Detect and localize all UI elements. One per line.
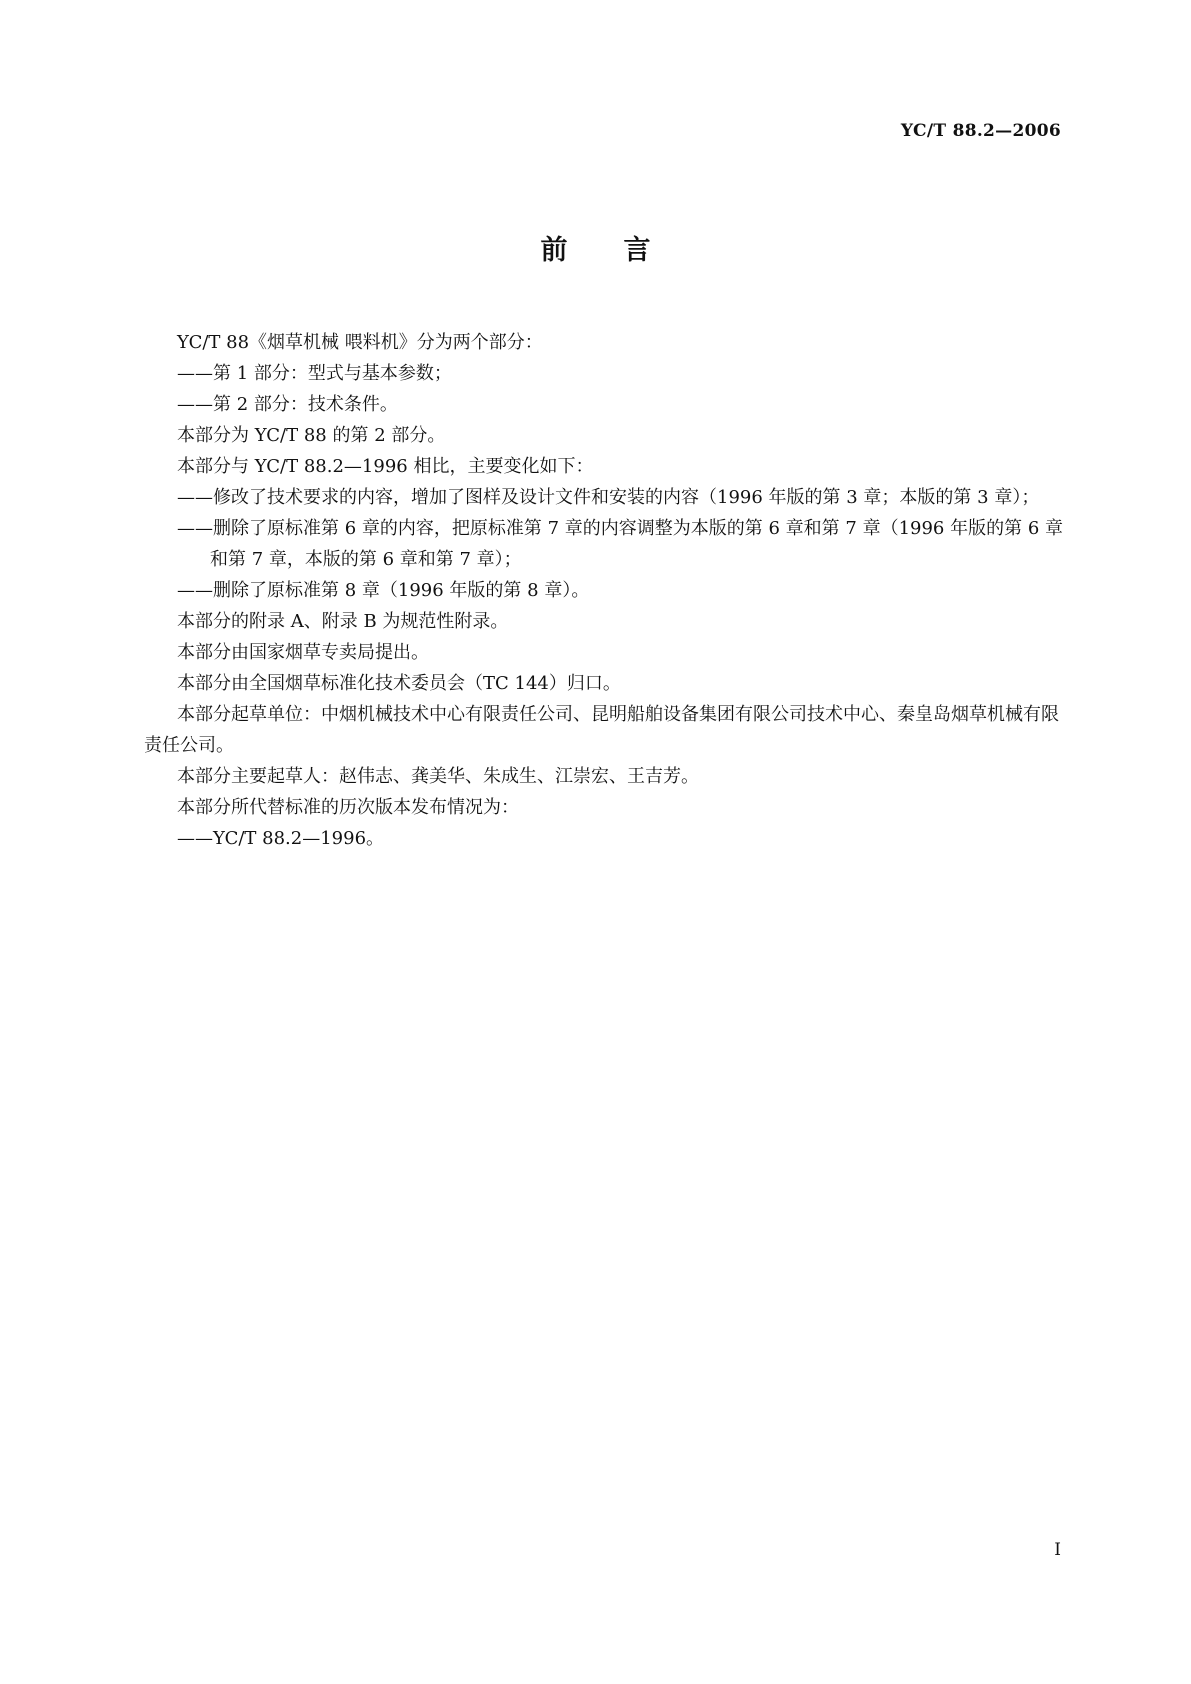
- list-item-part-1: ——第 1 部分：型式与基本参数；: [177, 363, 452, 384]
- paragraph-centralized-by: 本部分由全国烟草标准化技术委员会（TC 144）归口。: [177, 673, 621, 694]
- list-item-change-3: ——删除了原标准第 8 章（1996 年版的第 8 章）。: [177, 580, 590, 601]
- paragraph-drafters: 本部分主要起草人：赵伟志、龚美华、朱成生、江崇宏、王吉芳。: [177, 766, 699, 787]
- title-char-2: 言: [623, 235, 651, 266]
- list-item-history-1: ——YC/T 88.2—1996。: [177, 828, 385, 849]
- paragraph-annexes: 本部分的附录 A、附录 B 为规范性附录。: [177, 611, 509, 632]
- paragraph-history-intro: 本部分所代替标准的历次版本发布情况为：: [177, 797, 519, 818]
- list-item-change-1: ——修改了技术要求的内容，增加了图样及设计文件和安装的内容（1996 年版的第 3 章；本版的第 3 章）；: [177, 487, 1040, 508]
- list-item-change-2: ——删除了原标准第 6 章的内容，把原标准第 7 章的内容调整为本版的第 6 章和第 7 章（1996 年版的第 6 章和第 7 章，本版的第 6 章和第 7 章）；: [177, 518, 1064, 570]
- standard-code: YC/T 88.2—2006: [900, 121, 1061, 141]
- page-number: I: [1054, 1540, 1061, 1560]
- paragraph-proposed-by: 本部分由国家烟草专卖局提出。: [177, 642, 429, 663]
- paragraph-parts-intro: YC/T 88《烟草机械 喂料机》分为两个部分：: [177, 332, 543, 353]
- title-char-1: 前: [540, 235, 568, 266]
- page-title: [0, 228, 1191, 267]
- paragraph-part-statement: 本部分为 YC/T 88 的第 2 部分。: [177, 425, 446, 446]
- list-item-part-2: ——第 2 部分：技术条件。: [177, 394, 398, 415]
- paragraph-drafting-units: 本部分起草单位：中烟机械技术中心有限责任公司、昆明船舶设备集团有限公司技术中心、秦皇岛烟草机械有限责任公司。: [144, 704, 1059, 756]
- paragraph-changes-intro: 本部分与 YC/T 88.2—1996 相比，主要变化如下：: [177, 456, 594, 477]
- foreword-body: [144, 327, 1065, 854]
